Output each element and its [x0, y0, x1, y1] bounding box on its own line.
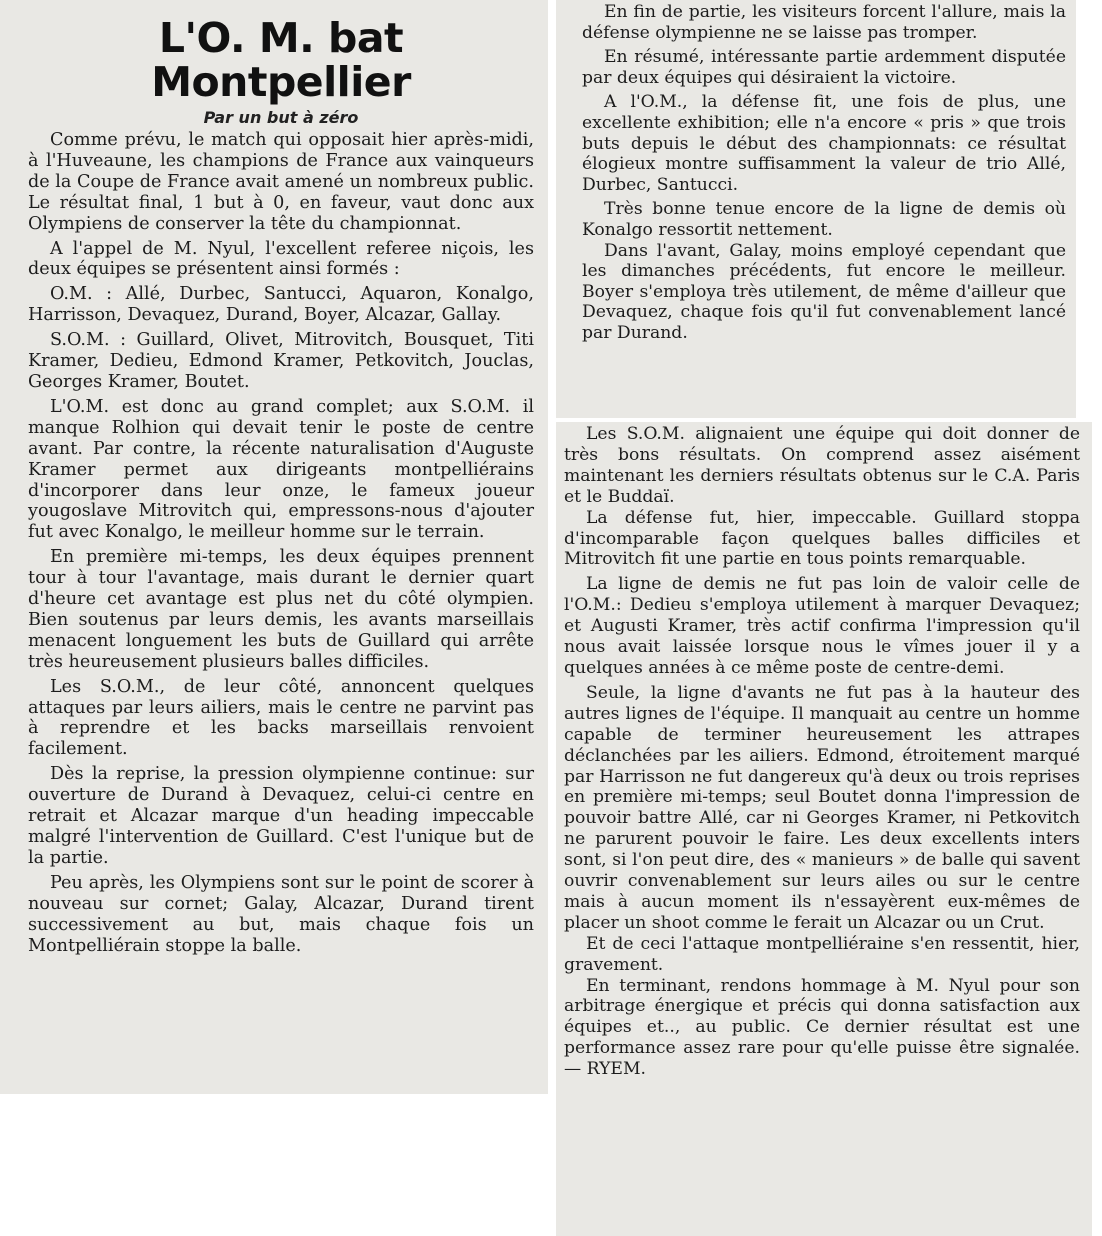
article-column-left — [0, 0, 548, 1094]
article-paragraph: En résumé, intéressante partie ardemment disputée par deux équipes qui désiraient la victoire. — [582, 47, 1066, 88]
article-paragraph: Les S.O.M., de leur côté, annoncent quelques attaques par leurs ailiers, mais le centre ne parvint pas à reprendre et les backs marseillais renvoient facilement. — [28, 676, 534, 760]
article-column-right-bottom — [556, 422, 1092, 1236]
article-paragraph: Peu après, les Olympiens sont sur le point de scorer à nouveau sur cornet; Galay, Alcazar, Durand tirent successivement au but, mais chaque fois un Montpelliérain stoppe la balle. — [28, 872, 534, 956]
article-paragraph: Seule, la ligne d'avants ne fut pas à la hauteur des autres lignes de l'équipe. Il manquait au centre un homme capable de terminer heureusement les attrapes déclanchées par les ailiers. Edmond, étroitement marqué par Harrisson ne fut dangereux qu'à deux ou trois reprises en première mi-temps; seul Boutet donna l'impression de pouvoir battre Allé, car ni Georges Kramer, ni Petkovitch ne parurent pouvoir le faire. Les deux excellents inters sont, si l'on peut dire, des « manieurs » de balle qui savent ouvrir convenablement sur leurs ailes ou sur le centre mais à aucun moment ils n'essayèrent eux-mêmes de placer un shoot comme le ferait un Alcazar ou un Crut. — [564, 682, 1080, 933]
lineup-olympique-marseille: O.M. : Allé, Durbec, Santucci, Aquaron, Konalgo, Harrisson, Devaquez, Durand, Boyer, Alcazar, Gallay. — [28, 284, 534, 326]
article-paragraph: En première mi-temps, les deux équipes prennent tour à tour l'avantage, mais durant le dernier quart d'heure cet avantage est plus net du côté olympien. Bien soutenus par leurs demis, les avants marseillais menacent longuement les buts de Guillard qui arrête très heureusement plusieurs balles difficiles. — [28, 547, 534, 672]
article-paragraph: Dans l'avant, Galay, moins employé cependant que les dimanches précédents, fut encore le meilleur. Boyer s'employa très utilement, de même d'ailleur que Devaquez, chaque fois qu'il fut convenablement lancé par Durand. — [582, 240, 1066, 343]
article-paragraph: A l'O.M., la défense fit, une fois de plus, une excellente exhibition; elle n'a encore « pris » que trois buts depuis le début des championnats: ce résultat élogieux montre suffisamment la valeur de trio Allé, Durbec, Santucci. — [582, 92, 1066, 195]
article-paragraph: En fin de partie, les visiteurs forcent l'allure, mais la défense olympienne ne se laisse pas tromper. — [582, 2, 1066, 43]
article-paragraph: Dès la reprise, la pression olympienne continue: sur ouverture de Durand à Devaquez, celui-ci centre en retrait et Alcazar marque d'un heading impeccable malgré l'intervention de Guillard. C'est l'unique but de la partie. — [28, 764, 534, 868]
article-headline: L'O. M. bat Montpellier — [151, 14, 411, 106]
article-paragraph: Comme prévu, le match qui opposait hier après-midi, à l'Huveaune, les champions de France aux vainqueurs de la Coupe de France avait amené un nombreux public. Le résultat final, 1 but à 0, en faveur, vaut donc aux Olympiens de conserver la tête du championnat. — [28, 130, 534, 234]
article-paragraph: Très bonne tenue encore de la ligne de demis où Konalgo ressortit nettement. — [582, 199, 1066, 240]
article-paragraph: La défense fut, hier, impeccable. Guillard stoppa d'incomparable façon quelques balles difficiles et Mitrovitch fit une partie en tous points remarquable. — [564, 507, 1080, 570]
article-column-right-top — [556, 0, 1076, 418]
article-paragraph: Et de ceci l'attaque montpelliéraine s'en ressentit, hier, gravement. — [564, 933, 1080, 975]
article-paragraph: A l'appel de M. Nyul, l'excellent referee niçois, les deux équipes se présentent ainsi formés : — [28, 238, 534, 280]
lineup-stade-olympique-montpellier: S.O.M. : Guillard, Olivet, Mitrovitch, Bousquet, Titi Kramer, Dedieu, Edmond Kramer, Petkovitch, Jouclas, Georges Kramer, Boutet. — [28, 330, 534, 392]
article-paragraph: Les S.O.M. alignaient une équipe qui doit donner de très bons résultats. On comprend assez aisément maintenant les derniers résultats obtenus sur le C.A. Paris et le Buddaï. — [564, 424, 1080, 507]
article-paragraph: La ligne de demis ne fut pas loin de valoir celle de l'O.M.: Dedieu s'employa utilement à marquer Devaquez; et Augusti Kramer, très actif confirma l'impression qu'il nous avait laissée lorsque nous le vîmes jouer il y a quelques années à ce même poste de centre-demi. — [564, 574, 1080, 678]
article-paragraph-signed: En terminant, rendons hommage à M. Nyul pour son arbitrage énergique et précis qui donna satisfaction aux équipes et.., au public. Ce dernier résultat est une performance assez rare pour qu'elle puisse être signalée. — RYEM. — [564, 975, 1080, 1080]
article-subheadline: Par un but à zéro — [203, 108, 359, 127]
article-paragraph: L'O.M. est donc au grand complet; aux S.O.M. il manque Rolhion qui devait tenir le poste de centre avant. Par contre, la récente naturalisation d'Auguste Kramer permet aux dirigeants montpelliérains d'incorporer dans leur onze, le fameux joueur yougoslave Mitrovitch qui, empressons-nous d'ajouter fut avec Konalgo, le meilleur homme sur le terrain. — [28, 396, 534, 543]
